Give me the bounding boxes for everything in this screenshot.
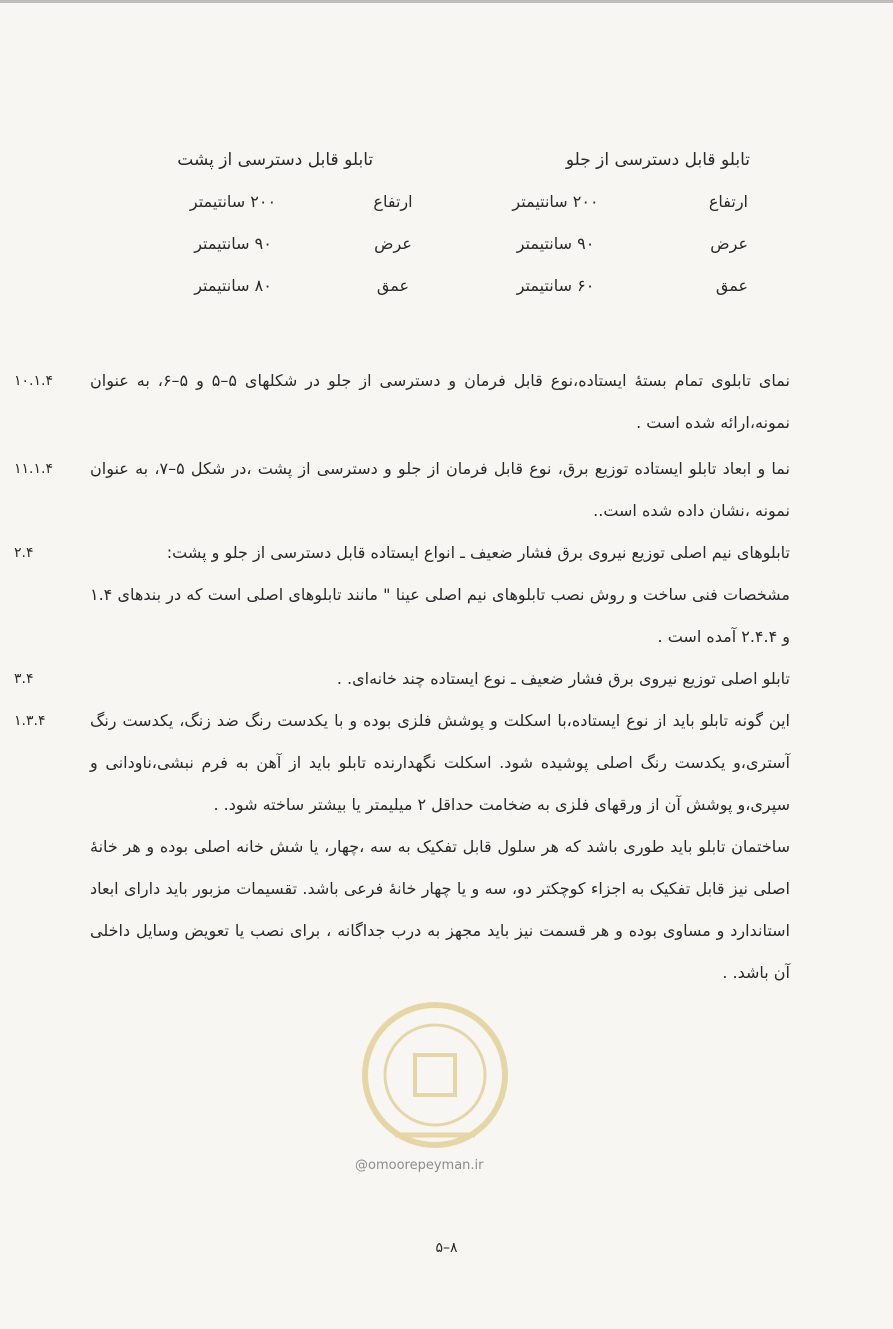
front-label: عرض [710,233,748,253]
front-value: ۲۰۰ سانتیمتر [512,191,599,211]
paragraph-construction [70,826,790,994]
paragraph-1-3-4 [14,700,790,826]
back-value: ۹۰ سانتیمتر [194,233,272,253]
document-body [14,360,791,994]
spec-row-height [80,180,760,222]
spec-row-depth [80,264,760,306]
front-value: ۶۰ سانتیمتر [516,275,595,295]
page-number: ۵–۸ [435,1240,458,1256]
dimension-specs [80,140,760,306]
scan-edge [0,0,893,3]
paragraph-text: نما و ابعاد تابلو ایستاده توزیع برق، نوع قابل فرمان از جلو و دسترسی از پشت ،در شکل ۵–۷، به عنوان نمونه ،نشان داده شده است.. [90,459,791,520]
back-access-title: تابلو قابل دسترسی از پشت [177,150,374,170]
back-label: عرض [374,233,412,253]
front-access-title: تابلو قابل دسترسی از جلو [565,150,750,170]
watermark-logo-icon [335,985,535,1185]
front-label: ارتفاع [708,191,748,211]
paragraph-11-1-4 [14,448,791,532]
paragraph-10-1-4 [14,360,790,444]
section-number: ۱۱.۱.۴ [14,461,53,477]
paragraph-text: مشخصات فنی ساخت و روش نصب تابلوهای نیم اصلی عینا " مانند تابلوهای اصلی است که در بندهای ۱.۴ و ۲.۴.۴ آمده است . [90,585,790,646]
front-label: عمق [715,275,748,295]
paragraph-text: این گونه تابلو باید از نوع ایستاده،با اسکلت و پوشش فلزی بوده و با یکدست رنگ ضد زنگ، یکدست رنگ آستری،و یکدست رنگ اصلی پوشیده شود. اسکلت نگهدارنده تابلو باید از آهن به فرم نبشی،ناودانی و سپری،و پوشش آن از ورقهای فلزی به ضخامت حداقل ۲ میلیمتر یا بیشتر ساخته شود. . [90,711,790,814]
paragraph-text: نمای تابلوی تمام بستهٔ ایستاده،نوع قابل فرمان و دسترسی از جلو در شکلهای ۵–۵ و ۵–۶، به عنوان نمونه،ارائه شده است . [90,371,790,432]
back-value: ۲۰۰ سانتیمتر [189,191,277,211]
section-number: ۳.۴ [14,671,34,687]
paragraph-3-4 [14,658,790,700]
back-label: ارتفاع [373,191,413,211]
watermark-text: @omoorepeyman.ir [355,1158,484,1173]
front-value: ۹۰ سانتیمتر [516,233,595,253]
back-value: ۸۰ سانتیمتر [194,275,272,295]
section-number: ۱۰.۱.۴ [14,373,53,389]
back-label: عمق [376,275,410,295]
paragraph-text: ساختمان تابلو باید طوری باشد که هر سلول قابل تفکیک به سه ،چهار، یا شش خانه اصلی بوده و هر خانهٔ اصلی نیز قابل تفکیک به اجزاء کوچکتر دو، سه و یا چهار خانهٔ فرعی باشد. تقسیمات مزبور باید دارای ابعاد استاندارد و مساوی بوده و هر قسمت نیز باید مجهز به درب جداگانه ، برای نصب یا تعویض وسایل داخلی آن باشد. . [90,837,790,982]
paragraph-2-4 [14,532,790,574]
spec-header [80,140,760,180]
spec-row-width [80,222,760,264]
paragraph-text: تابلو اصلی توزیع نیروی برق فشار ضعیف ـ نوع ایستاده چند خانه‌ای. . [336,669,790,688]
section-number: ۲.۴ [14,545,34,561]
section-number: ۱.۳.۴ [14,713,46,729]
paragraph-text: تابلوهای نیم اصلی توزیع نیروی برق فشار ضعیف ـ انواع ایستاده قابل دسترسی از جلو و پشت: [166,543,790,562]
paragraph-specs-note [70,574,790,658]
